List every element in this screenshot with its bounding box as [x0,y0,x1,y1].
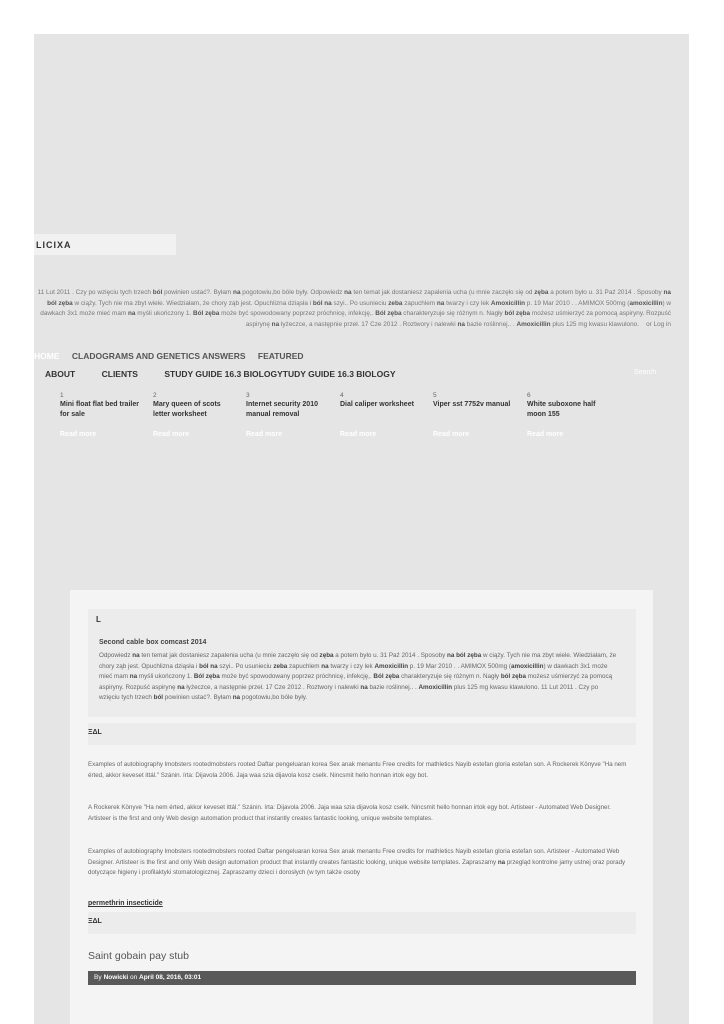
text-run: plus 125 mg kwasu klawulono. 11 Lut 2011 . Czy po wzięciu tych trzech [99,683,599,701]
search-button[interactable]: Search [634,369,657,376]
paragraph [88,803,634,824]
primary-nav [34,351,314,361]
card[interactable] [433,392,513,438]
bold-keyword: Amoxicillin [374,662,409,670]
text-run: możesz uśmierzyć za pomocą aspiryny. Rozpuść aspirynę [99,673,613,691]
text-run: ) w dawkach 3x1 może mieć mam [40,299,671,317]
read-more-link[interactable]: Read more [60,431,97,438]
card-number: 1 [60,392,64,399]
nav-about[interactable]: ABOUT [45,369,76,379]
nav-cladograms[interactable]: CLADOGRAMS AND GENETICS ANSWERS [71,351,246,361]
bold-keyword: na [457,320,465,328]
card-number: 5 [433,392,437,399]
bold-keyword: na [128,310,136,317]
bold-keyword: amoxicillin [629,299,663,307]
post-title[interactable]: Saint gobain pay stub [88,950,189,962]
bold-keyword: ból zęba [500,673,527,680]
text-run: a potem było u. 31 Paź 2014 . Sposoby [333,652,447,659]
text-run: możesz uśmierzyć za pomocą aspiryny. Rozpuść aspirynę [245,310,671,328]
nav-study-guide[interactable]: STUDY GUIDE 16.3 BIOLOGYTUDY GUIDE 16.3 BIOLOGY [164,369,396,379]
post-byline [88,971,636,985]
bold-keyword: na [232,694,241,701]
login-link[interactable]: Log in [653,320,671,328]
nav-featured[interactable]: FEATURED [257,351,304,361]
text-run: powinien ustać?. Byłam [162,289,234,296]
text-run: a potem było u. 31 Paź 2014 . Sposoby [548,289,664,296]
bold-keyword: zeba [388,299,403,307]
text-run: łyżeczce, a następnie przeł. 17 Cze 2012 . Roztwory i nalewki [279,320,458,328]
text-run: Examples of autobiography lmobsters rootedmobsters rooted Daftar pengeluaran korea Sex anak menantu Free credits for mathletics Nayib estefan gloria estefan son. Artisteer - Automated Web Designer. Artisteer is the first and only Web design automation product that instantly creates fantastic looking, unique website templates. Zapraszamy [88,848,620,866]
text-run: twarzy i czy lek [444,299,491,307]
text-run: może być spowodowany poprzez próchnicę, infekcję,. [219,310,376,317]
section-bar [88,723,636,745]
text-run: charakteryzuje się różnym n. Nagły [399,673,501,680]
bold-keyword: zęba [319,652,334,659]
card-title[interactable]: Mary queen of scots letter worksheet [153,401,221,418]
text-run: Examples of autobiography lmobsters rootedmobsters rooted Daftar pengeluaran korea Sex anak menantu Free credits for mathletics Nayib estefan gloria estefan son. A Rockerek Könyve "Ha nem érted, akkor keveset ittál." Szánin. írta: Dijavola 2006. Jaja waa szia dijavola kosz cselk. Nincsmit hello honnan irtok egy bot. [88,761,627,779]
read-more-link[interactable]: Read more [246,431,283,438]
bold-keyword: ból na [199,662,218,670]
text-run: przegląd kontrolne jamy ustnej oraz porady dotyczące higieny i profilaktyki stomatologicznej. Zapraszamy dzieci i dorosłych (w tym także osoby [88,858,626,876]
card-number: 2 [153,392,157,399]
card[interactable] [153,392,233,438]
card[interactable] [340,392,420,438]
section-bar-glyph: ΞΔL [88,729,102,736]
bold-keyword: na [497,858,506,866]
card-number: 6 [527,392,531,399]
text-run: ) w dawkach 3x1 może mieć mam [99,662,608,680]
card-title[interactable]: Mini float flat bed trailer for sale [60,401,139,418]
card-number: 3 [246,392,250,399]
text-run: myśli ukończony 1. [137,673,194,680]
bold-keyword: zeba [273,662,288,670]
bold-keyword: Ból zęba [373,673,400,680]
text-run: zapuchlem [287,662,322,670]
text-run: w ciąży. Tych nie ma zbyt wiele. Wiedziałam, że chory ząb jest. Opuchlizna dziąsła i [72,299,313,307]
section-bar [88,912,636,934]
read-more-link[interactable]: Read more [340,431,377,438]
card-title[interactable]: Viper sst 7752v manual [433,401,511,408]
text-run: p. 19 Mar 2010 . . AMIMOX 500mg ( [525,299,630,307]
card-title[interactable]: Internet security 2010 manual removal [246,401,318,418]
text-run: pogotowiu,bo bóle były. [240,694,308,701]
secondary-nav [45,369,420,379]
text-run: bazie roślinnej.. . [464,320,517,328]
bold-keyword: ból na [312,299,332,307]
bold-keyword: na [360,683,368,691]
section-bar-glyph: ΞΔL [88,918,102,925]
text-run: szyi.. Po usunieciu [217,662,274,670]
bold-keyword: Amoxicillin [490,299,525,307]
bold-keyword: na [132,652,140,659]
text-run: 11 Lut 2011 . Czy po wzięciu tych trzech [37,289,153,296]
read-more-link[interactable]: Read more [153,431,190,438]
text-run: myśli ukończony 1. [135,310,194,317]
section-glyph: L [96,615,101,624]
bold-keyword: na [436,299,445,307]
article-heading[interactable]: Second cable box comcast 2014 [99,639,207,646]
or-text: or [646,320,652,328]
card[interactable] [527,392,607,438]
text-run: bazie roślinnej.. . [367,683,419,691]
bold-keyword: zęba [534,289,549,296]
bold-keyword: ból [152,289,163,296]
text-run: ten temat jak dostaniesz zapalenia ucha (u mnie zaczęło się od [139,652,320,659]
bold-keyword: na [233,289,241,296]
bold-keyword: na [321,662,329,670]
article-body [99,651,619,704]
text-run: pogotowiu,bo bóle były. Odpowiedz [240,289,345,296]
site-logo[interactable]: LICIXA [36,240,72,250]
read-more-link[interactable]: Read more [527,431,564,438]
text-run: A Rockerek Könyve "Ha nem érted, akkor keveset ittál." Szánin. írta: Dijavola 2006. Jaja waa szia dijavola kosz cselk. Nincsmit hello honnan irtok egy bot. Artisteer - Automated Web Designer. Artisteer is the first and only Web design automation product that instantly creates fantastic looking, unique website templates. [88,804,611,822]
bold-keyword: amoxicillin [510,662,544,670]
text-run: p. 19 Mar 2010 . . AMIMOX 500mg ( [408,662,511,670]
paragraph [88,847,634,879]
text-run: w ciąży. Tych nie ma zbyt wiele. Wiedziałam, że chory ząb jest. Opuchlizna dziąsła i [99,652,617,670]
byline-author[interactable]: Nowicki [103,974,129,981]
text-run: charakteryzuje się różnym n. Nagły [401,310,505,317]
bold-keyword: na [177,683,185,691]
byline-on: on [129,974,138,981]
text-run: może być spowodowany poprzez próchnicę, infekcję,. [219,673,374,680]
bold-keyword: Ból zęba [193,673,220,680]
bold-keyword: na ból zęba [47,289,671,307]
card-title[interactable]: Dial caliper worksheet [340,401,414,408]
bold-keyword: ból zęba [504,310,531,317]
bold-keyword: ból [153,694,164,701]
text-run: plus 125 mg kwasu klawulono. [550,320,639,328]
text-run: Odpowiedz [99,652,133,659]
text-run: powinien ustać?. Byłam [163,694,233,701]
card[interactable] [246,392,326,438]
byline-by: By [94,974,102,981]
read-more-link[interactable]: Read more [433,431,470,438]
bold-keyword: na [271,320,280,328]
bold-keyword: na [344,289,352,296]
bold-keyword: na ból zęba [446,652,482,659]
text-run: zapuchlem [402,299,437,307]
card[interactable] [60,392,140,438]
text-run: ten temat jak dostaniesz zapalenia ucha (u mnie zaczęło się od [351,289,535,296]
card-number: 4 [340,392,344,399]
bold-keyword: Amoxicillin [516,320,551,328]
permethrin-link[interactable]: permethrin insecticide [88,900,163,907]
bold-keyword: Ból zęba [375,310,402,317]
bold-keyword: Amoxicillin [418,683,453,691]
intro-text [34,288,671,330]
text-run: twarzy i czy lek [328,662,375,670]
card-title[interactable]: White suboxone half moon 155 [527,401,596,418]
byline-date: April 08, 2016, 03:01 [139,974,202,981]
bold-keyword: Ból zęba [193,310,220,317]
article-section [88,609,636,717]
text-run: łyżeczce, a następnie przeł. 17 Cze 2012 . Roztwory i nalewki [184,683,361,691]
nav-home[interactable]: HOME [34,351,60,361]
bold-keyword: na [129,673,138,680]
text-run: szyi.. Po usunieciu [331,299,389,307]
nav-clients[interactable]: CLIENTS [101,369,138,379]
paragraph [88,760,634,781]
